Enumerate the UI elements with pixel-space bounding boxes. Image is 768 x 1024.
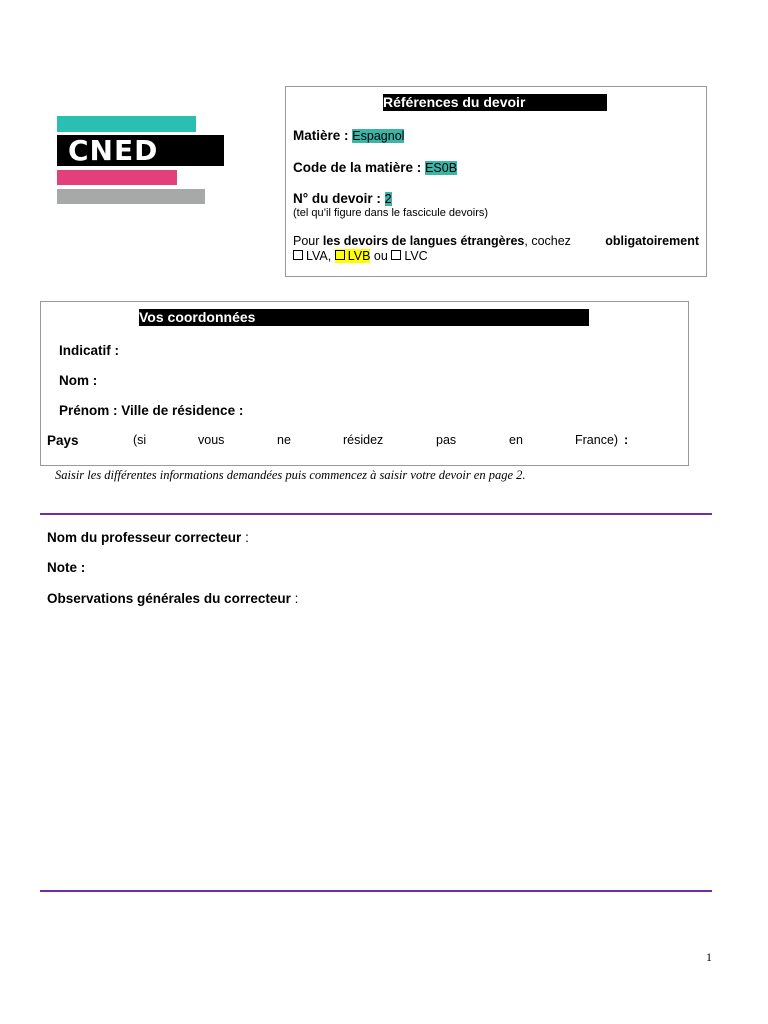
coordonnees-title-bar bbox=[139, 309, 589, 326]
lvc-label: LVC bbox=[404, 249, 428, 263]
pays-label: Pays bbox=[47, 433, 79, 448]
lvb-label: LVB bbox=[347, 249, 371, 263]
observations-row bbox=[47, 591, 298, 606]
pays-word: résidez bbox=[343, 433, 384, 447]
lvb-checkbox[interactable] bbox=[335, 250, 345, 260]
langues-bold: les devoirs de langues étrangères bbox=[322, 234, 525, 248]
code-row bbox=[293, 160, 457, 175]
pays-word: (si bbox=[133, 433, 147, 447]
observations-label: Observations générales du correcteur bbox=[47, 591, 291, 606]
lvb-option[interactable] bbox=[335, 249, 371, 263]
devoir-label: N° du devoir : bbox=[293, 191, 381, 206]
indicatif-label[interactable]: Indicatif : bbox=[59, 343, 119, 358]
langues-row bbox=[293, 234, 699, 248]
langues-cochez: , cochez bbox=[524, 234, 571, 248]
langues-options bbox=[293, 249, 428, 263]
matiere-row bbox=[293, 128, 404, 143]
logo-gray-bar bbox=[57, 189, 205, 204]
langues-pour: Pour bbox=[293, 234, 320, 248]
references-title-bar bbox=[383, 94, 607, 111]
devoir-value[interactable]: 2 bbox=[384, 192, 392, 206]
nom-label[interactable]: Nom : bbox=[59, 373, 98, 388]
coordonnees-box bbox=[40, 301, 689, 466]
prenom-ville-label[interactable]: Prénom : Ville de résidence : bbox=[59, 403, 244, 418]
page-number: 1 bbox=[706, 950, 712, 964]
pays-row[interactable] bbox=[47, 433, 628, 451]
lvc-checkbox[interactable] bbox=[391, 250, 401, 260]
pays-word: France) bbox=[575, 433, 619, 447]
professeur-colon: : bbox=[241, 530, 249, 545]
references-title: Références du devoir bbox=[383, 94, 526, 110]
code-value[interactable]: ES0B bbox=[425, 161, 458, 175]
instruction-text: Saisir les différentes informations demandées puis commencez à saisir votre devoir en page 2. bbox=[55, 468, 526, 482]
pays-word: ne bbox=[277, 433, 291, 447]
observations-colon: : bbox=[290, 591, 299, 606]
pays-word: vous bbox=[198, 433, 225, 447]
divider-bottom bbox=[40, 890, 712, 892]
note-label: Note : bbox=[47, 560, 86, 575]
code-label: Code de la matière : bbox=[293, 160, 422, 175]
pays-word: en bbox=[509, 433, 523, 447]
lva-option[interactable] bbox=[293, 249, 331, 263]
professeur-row bbox=[47, 530, 249, 545]
matiere-value[interactable]: Espagnol bbox=[352, 129, 405, 143]
pays-word: pas bbox=[436, 433, 457, 447]
devoir-note: (tel qu’il figure dans le fascicule devoirs) bbox=[293, 207, 489, 219]
logo-teal-bar bbox=[57, 116, 196, 132]
matiere-label: Matière : bbox=[293, 128, 349, 143]
langues-obligatoirement: obligatoirement bbox=[605, 234, 699, 248]
ou-text: ou bbox=[373, 249, 388, 263]
pays-colon: : bbox=[624, 433, 629, 447]
references-box bbox=[285, 86, 707, 277]
lva-checkbox[interactable] bbox=[293, 250, 303, 260]
coordonnees-title: Vos coordonnées bbox=[139, 309, 256, 325]
devoir-row bbox=[293, 191, 392, 206]
logo-pink-bar bbox=[57, 170, 177, 185]
professeur-label: Nom du professeur correcteur bbox=[47, 530, 242, 545]
lva-label: LVA, bbox=[306, 249, 332, 263]
lvc-option[interactable] bbox=[391, 249, 427, 263]
divider-top bbox=[40, 513, 712, 515]
logo-text: CNED bbox=[68, 134, 159, 167]
